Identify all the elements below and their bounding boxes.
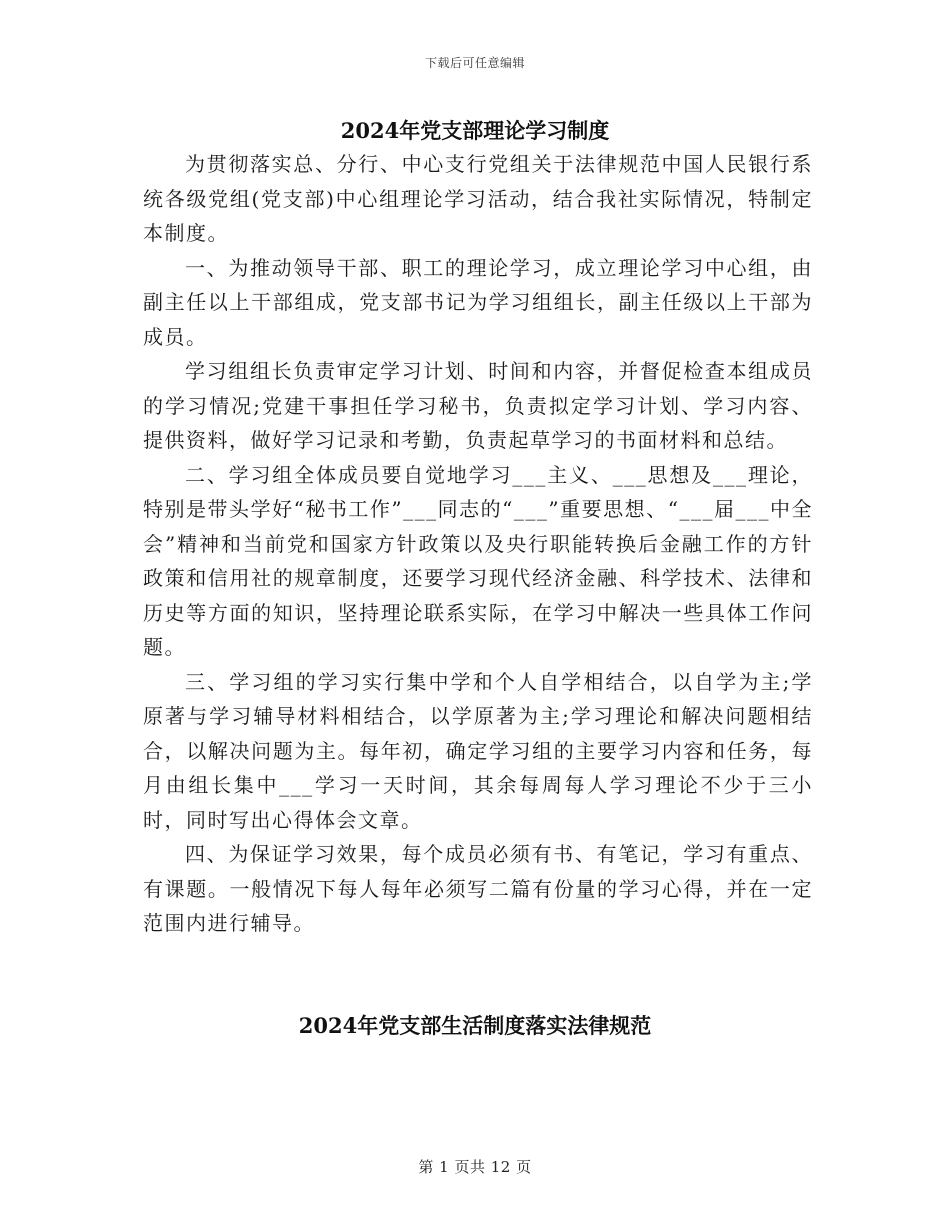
paragraph-section-2: 二、学习组全体成员要自觉地学习___主义、___思想及___理论，特别是带头学好“秘书工作”___同志的“___”重要思想、“___届___中全会”精神和当前党和国家方针政策以及央行职能转换后金融工作的方针政策和信用社的规章制度，还要学习现代经济金融、科学技术、法律和历史等方面的知识，坚持理论联系实际，在学习中解决一些具体工作问题。 [143, 462, 813, 659]
paragraph-intro: 为贯彻落实总、分行、中心支行党组关于法律规范中国人民银行系统各级党组(党支部)中心组理论学习活动，结合我社实际情况，特制定本制度。 [143, 152, 813, 245]
paragraph-section-4: 四、为保证学习效果，每个成员必须有书、有笔记，学习有重点、有课题。一般情况下每人每年必须写二篇有份量的学习心得，并在一定范围内进行辅导。 [143, 842, 813, 935]
paragraph-section-3: 三、学习组的学习实行集中学和个人自学相结合，以自学为主;学原著与学习辅导材料相结合，以学原著为主;学习理论和解决问题相结合，以解决问题为主。每年初，确定学习组的主要学习内容和任务，每月由组长集中___学习一天时间，其余每周每人学习理论不少于三小时，同时写出心得体会文章。 [143, 669, 813, 832]
document-title: 2024年党支部理论学习制度 [340, 118, 610, 143]
next-document-title: 2024年党支部生活制度落实法律规范 [298, 1013, 652, 1038]
header-note: 下载后可任意编辑 [424, 56, 525, 70]
paragraph-section-1: 一、为推动领导干部、职工的理论学习，成立理论学习中心组，由副主任以上干部组成，党支部书记为学习组组长，副主任级以上干部为成员。 [143, 255, 813, 349]
paragraph-section-1-detail: 学习组组长负责审定学习计划、时间和内容，并督促检查本组成员的学习情况;党建干事担任学习秘书，负责拟定学习计划、学习内容、提供资料，做好学习记录和考勤，负责起草学习的书面材料和总结。 [143, 359, 813, 452]
document-body [143, 147, 813, 941]
page-number: 第 1 页共 12 页 [418, 1158, 532, 1176]
